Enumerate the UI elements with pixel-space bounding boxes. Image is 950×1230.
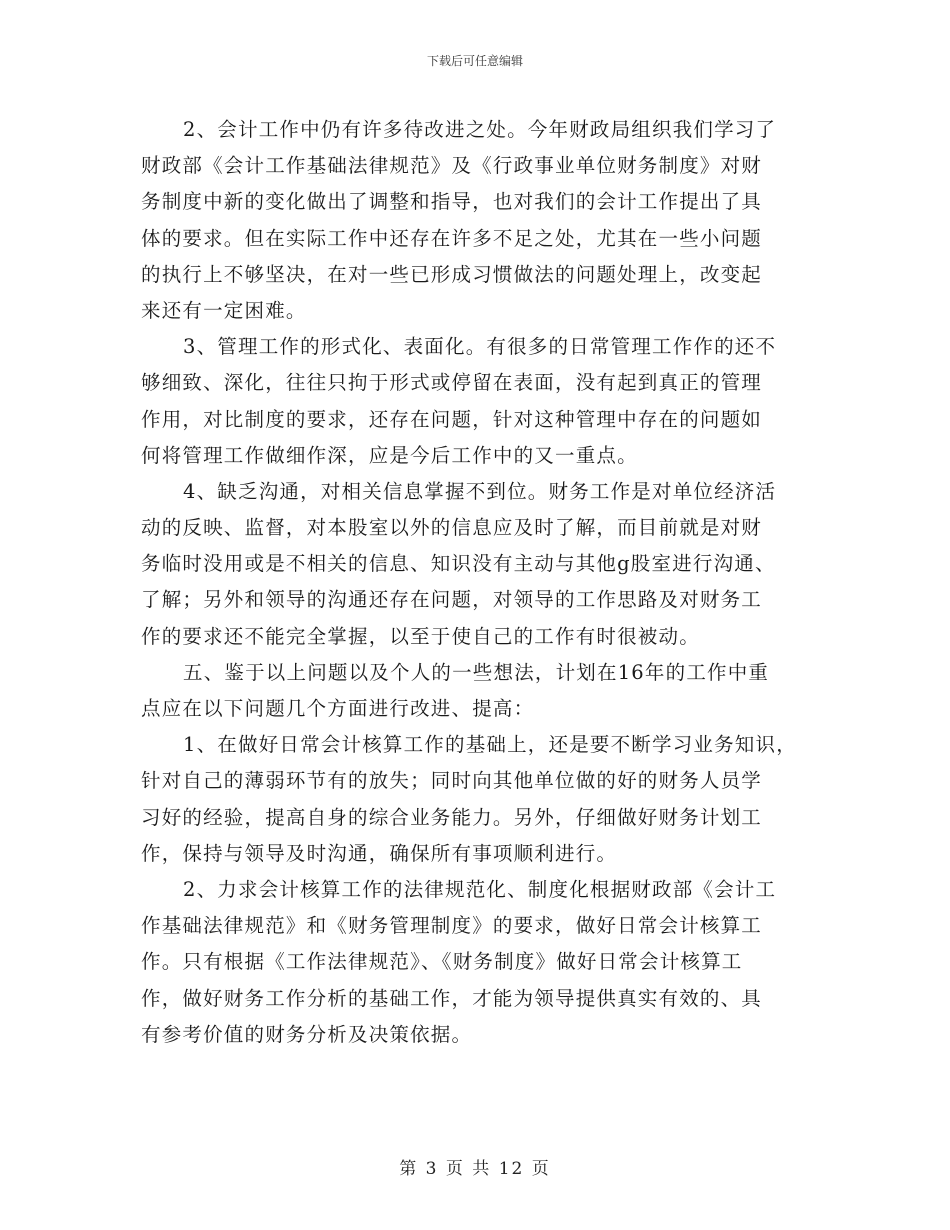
text-line: 习好的经验，提高自身的综合业务能力。另外，仔细做好财务计划工 [141,805,763,829]
text-line: 作，保持与领导及时沟通，确保所有事项顺利进行。 [141,841,618,865]
page-header: 下载后可任意编辑 [426,54,523,68]
text-line: 动的反映、监督，对本股室以外的信息应及时了解，而目前就是对财 [141,516,763,540]
text-line: 何将管理工作做细作深，应是今后工作中的又一重点。 [141,443,638,467]
text-line: 五、鉴于以上问题以及个人的一些想法，计划在16年的工作中重 [183,660,770,684]
text-line: 1、在做好日常会计核算工作的基础上，还是要不断学习业务知识， [183,733,797,757]
text-line: 作的要求还不能完全掌握，以至于使自己的工作有时很被动。 [141,624,700,648]
text-line: 作。只有根据《工作法律规范》、《财务制度》做好日常会计核算工 [141,950,743,974]
text-line: 的执行上不够坚决，在对一些已形成习惯做法的问题处理上，改变起 [141,262,763,286]
text-line: 体的要求。但在实际工作中还存在许多不足之处，尤其在一些小问题 [141,226,763,250]
text-line: 作用，对比制度的要求，还存在问题，针对这种管理中存在的问题如 [141,407,763,431]
text-line: 务临时没用或是不相关的信息、知识没有主动与其他g股室进行沟通、 [141,552,776,576]
text-line: 务制度中新的变化做出了调整和指导，也对我们的会计工作提出了具 [141,190,763,214]
document-body [141,112,821,1053]
text-line: 作基础法律规范》和《财务管理制度》的要求，做好日常会计核算工 [141,914,763,938]
text-line: 有参考价值的财务分析及决策依据。 [141,1022,473,1046]
text-line: 作，做好财务工作分析的基础工作，才能为领导提供真实有效的、具 [141,986,763,1010]
text-line: 针对自己的薄弱环节有的放失；同时向其他单位做的好的财务人员学 [141,769,763,793]
text-line: 够细致、深化，往往只拘于形式或停留在表面，没有起到真正的管理 [141,371,763,395]
text-line: 3、管理工作的形式化、表面化。有很多的日常管理工作作的还不 [183,335,777,359]
text-line: 2、力求会计核算工作的法律规范化、制度化根据财政部《会计工 [183,877,777,901]
text-line: 点应在以下问题几个方面进行改进、提高： [141,697,535,720]
text-line: 了解；另外和领导的沟通还存在问题，对领导的工作思路及对财务工 [141,588,763,612]
text-line: 来还有一定困难。 [141,298,307,322]
page-footer: 第 3 页 共 12 页 [399,1159,551,1179]
text-line: 财政部《会计工作基础法律规范》及《行政事业单位财务制度》对财 [141,154,763,178]
text-line: 4、缺乏沟通，对相关信息掌握不到位。财务工作是对单位经济活 [183,479,777,503]
text-line: 2、会计工作中仍有许多待改进之处。今年财政局组织我们学习了 [183,118,777,141]
